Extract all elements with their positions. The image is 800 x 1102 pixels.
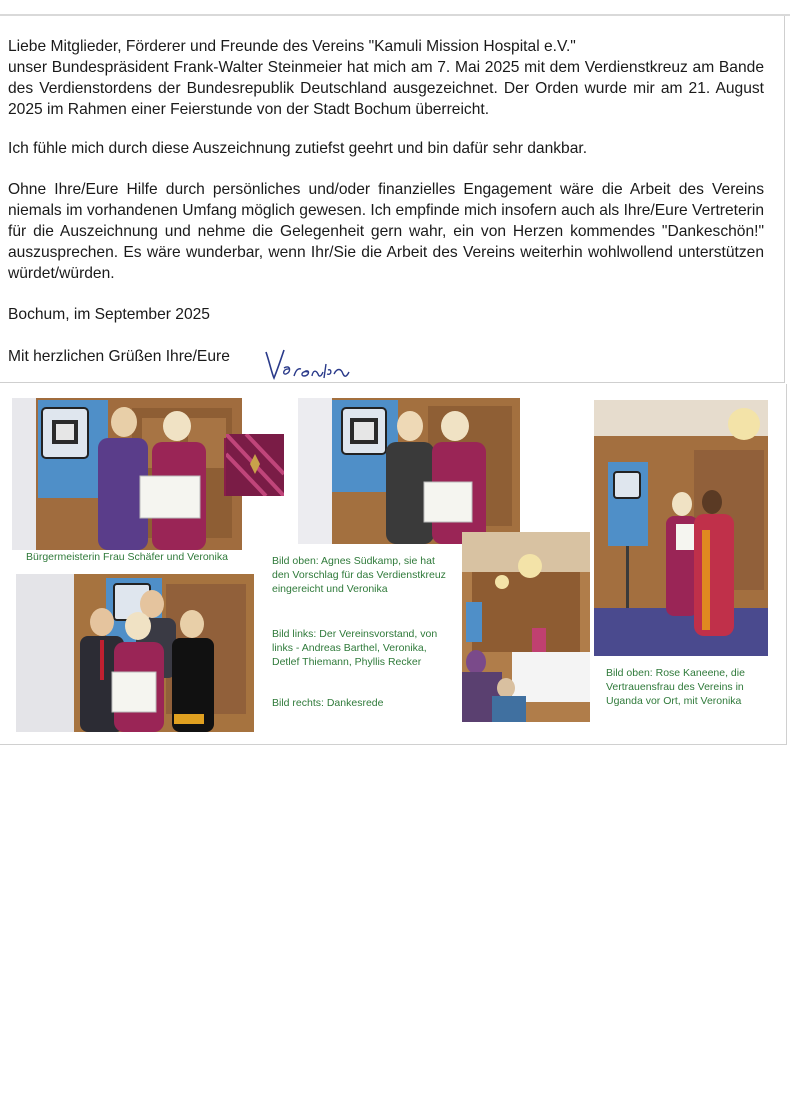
- letter-greeting: Liebe Mitglieder, Förderer und Freunde des Vereins "Kamuli Mission Hospital e.V.": [8, 38, 576, 55]
- caption-photo-speech: Bild rechts: Dankesrede: [272, 697, 384, 709]
- photo-board: [16, 574, 254, 732]
- caption-photo-mayor: Bürgermeisterin Frau Schäfer und Veronika: [26, 551, 228, 563]
- caption-photo-agnes: Bild oben: Agnes Südkamp, sie hat den Vorschlag für das Verdienstkreuz eingereicht und Veronika: [272, 555, 446, 595]
- photo-collage: [0, 384, 787, 745]
- photo-rose: [594, 400, 768, 656]
- photo-speech: [462, 532, 590, 722]
- letter-paragraph-3: Ohne Ihre/Eure Hilfe durch persönliches und/oder finanzielles Engagement wäre die Arbeit des Vereins niemals im vorhandenen Umfang möglich gewesen. Ich empfinde mich insofern auch als Ihre/Eure Vertreterin für die Auszeichnung und nehme die Gelegenheit gern wahr, ein von Herzen kommendes "Dankeschön!" auszusprechen. Es wäre wunderbar, wenn Ihr/Sie die Arbeit des Vereins weiterhin wohlwollend unterstützen würdet/würden.: [8, 181, 764, 282]
- caption-photo-rose: Bild oben: Rose Kaneene, die Vertrauensfrau des Vereins in Uganda vor Ort, mit Veronika: [606, 667, 745, 707]
- letter-paragraph-1: unser Bundespräsident Frank-Walter Steinmeier hat mich am 7. Mai 2025 mit dem Verdienstkreuz am Bande des Verdienstordens der Bundesrepublik Deutschland ausgezeichnet. Der Orden wurde mir am 21. August 2025 im Rahmen einer Feierstunde von der Stadt Bochum überreicht.: [8, 59, 764, 118]
- letter-place-date: Bochum, im September 2025: [8, 306, 210, 323]
- photo-agnes: [298, 398, 520, 544]
- letter-section: [0, 16, 785, 383]
- letter-closing: Mit herzlichen Grüßen Ihre/Eure: [8, 348, 230, 365]
- letter-paragraph-2: Ich fühle mich durch diese Auszeichnung zutiefst geehrt und bin dafür sehr dankbar.: [8, 140, 588, 157]
- photo-mayor: [12, 398, 242, 550]
- signature: [262, 346, 362, 386]
- photo-medal-detail: [226, 434, 284, 496]
- caption-photo-board: Bild links: Der Vereinsvorstand, von links - Andreas Barthel, Veronika, Detlef Thiemann, Phyllis Recker: [272, 628, 438, 668]
